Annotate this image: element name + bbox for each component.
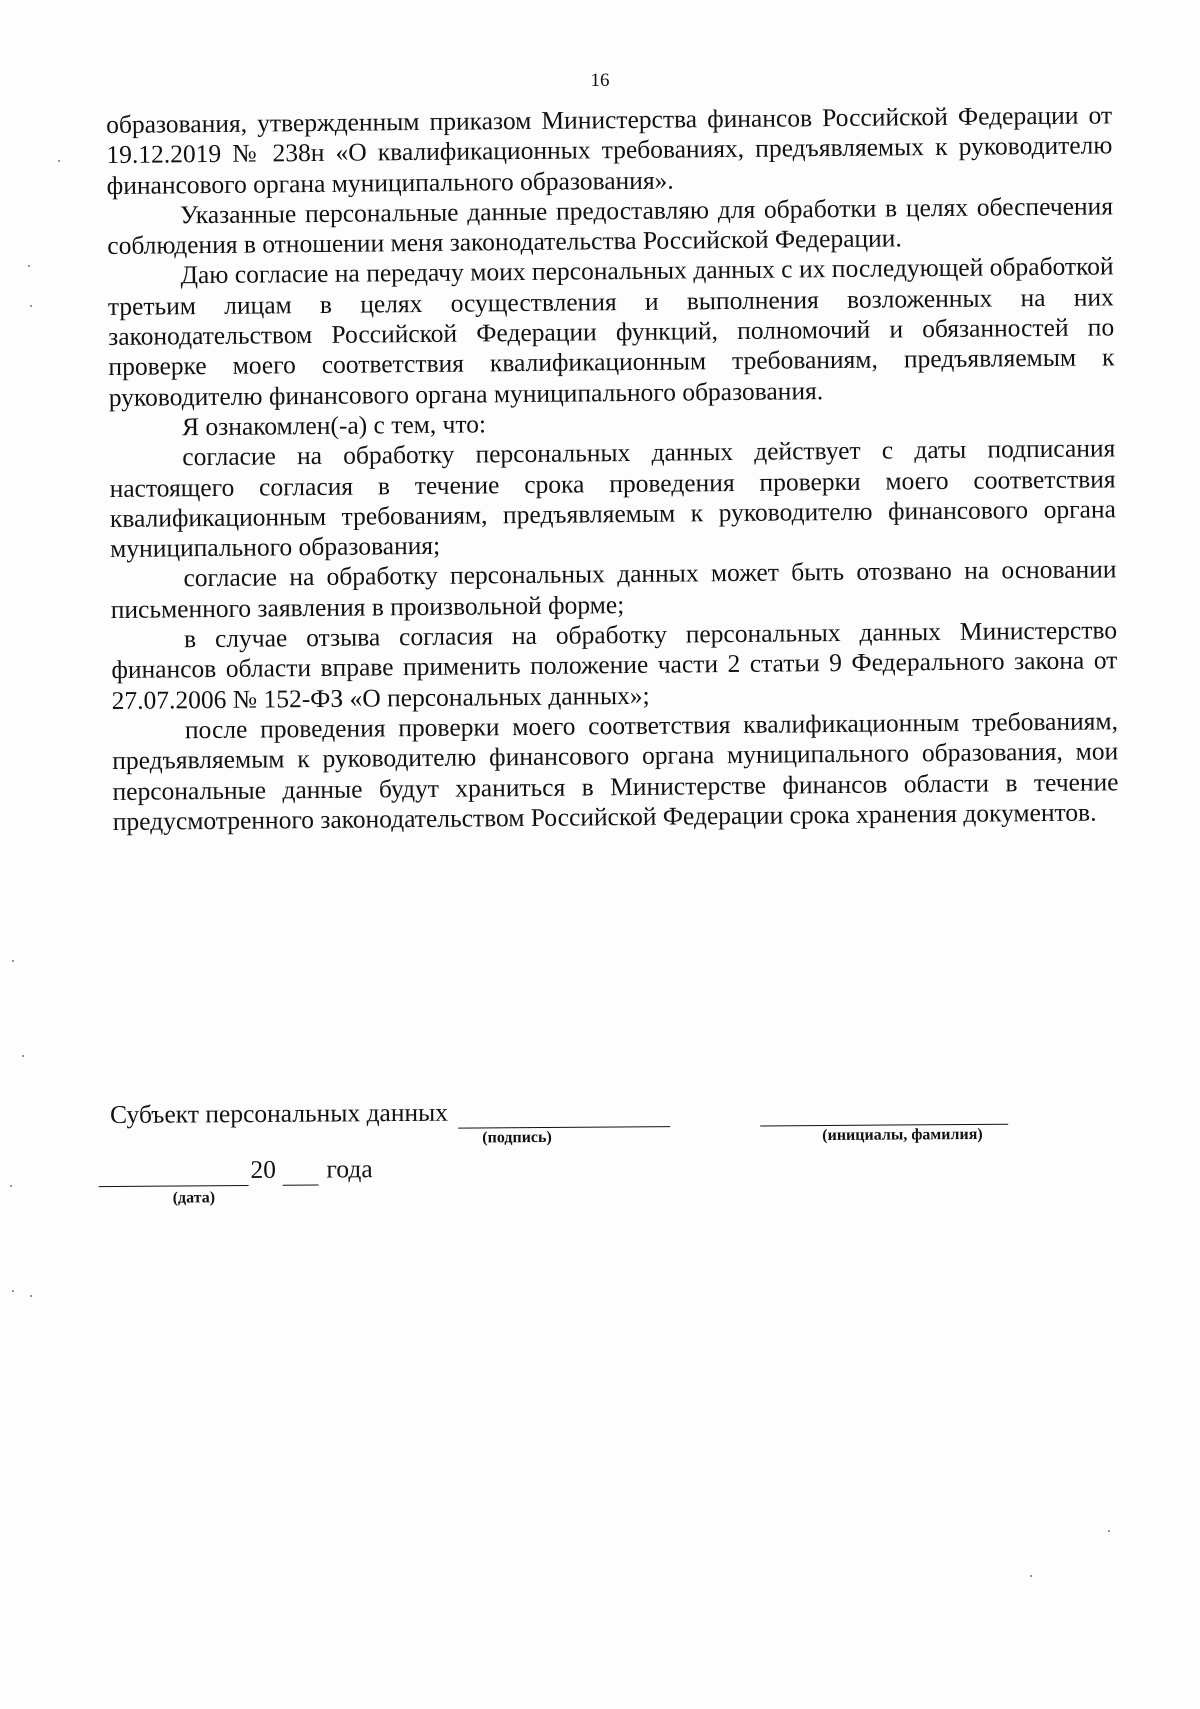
name-line[interactable] [760,1098,1008,1127]
scan-speck [28,265,30,267]
list-item-consent-duration: согласие на обработку персональных данных действует с даты подписания настоящего согласия в течение срока проведения проверки моего соответствия квалификационным требованиям, предъявляемым к руководителю финансового органа муниципального образования; [109,433,1117,564]
scan-speck [22,1055,24,1057]
paragraph-acknowledgement: Я ознакомлен(-а) с тем, что: [181,409,487,442]
paragraph-continuation: образования, утвержденным приказом Министерства финансов Российской Федерации от 19.12.2019 № 238н «О квалификационных требованиях, предъявляемых к руководителю финансового органа муниципального образования». [106,100,1113,200]
name-caption: (инициалы, фамилия) [822,1125,983,1145]
scan-speck [1108,1530,1110,1532]
signature-line[interactable] [458,1100,670,1128]
list-item-data-retention: после проведения проверки моего соответствия квалификационным требованиям, предъявляемым к руководителю финансового органа муниципального образования, мои персональные данные будут храниться в Министерстве финансов области в течение предусмотренного законодательством Российской Федерации срока хранения документов. [112,706,1119,836]
paragraph-third-party-consent: Даю согласие на передачу моих персональных данных с их последующей обработкой третьим лицам в целях осуществления и выполнения возложенных на них законодательством Российской Федерации функций, полномочий и обязанностей по проверке моего соответствия квалификационным требованиям, предъявляемым к руководителю финансового органа муниципального образования. [107,251,1115,412]
scan-speck [30,1295,32,1297]
signature-block [110,1093,1111,1220]
year-suffix: года [326,1154,373,1184]
page-number: 16 [590,70,610,91]
document-body [106,100,1119,837]
scan-speck [58,160,60,162]
date-caption: (дата) [172,1189,216,1207]
scan-speck [10,1185,12,1187]
year-prefix: 20 [250,1154,277,1185]
subject-label: Субъект персональных данных [110,1097,449,1129]
year-line[interactable] [282,1157,318,1186]
scan-speck [30,305,32,307]
list-item-consent-revocation: согласие на обработку персональных данных может быть отозвано на основании письменного заявления в произвольной форме; [110,554,1117,624]
list-item-revocation-consequence: в случае отзыва согласия на обработку персональных данных Министерство финансов области вправе применить положение части 2 статьи 9 Федерального закона от 27.07.2006 № 152-ФЗ «О персональных данных»; [111,615,1118,715]
scan-speck [12,960,14,962]
signature-caption: (подпись) [482,1128,552,1147]
date-line[interactable] [98,1157,248,1187]
scan-speck [1030,1575,1032,1577]
scan-speck [12,1290,14,1292]
paragraph-purpose: Указанные персональные данные предоставляю для обработки в целях обеспечения соблюдения в отношении меня законодательства Российской Федерации. [107,191,1114,261]
